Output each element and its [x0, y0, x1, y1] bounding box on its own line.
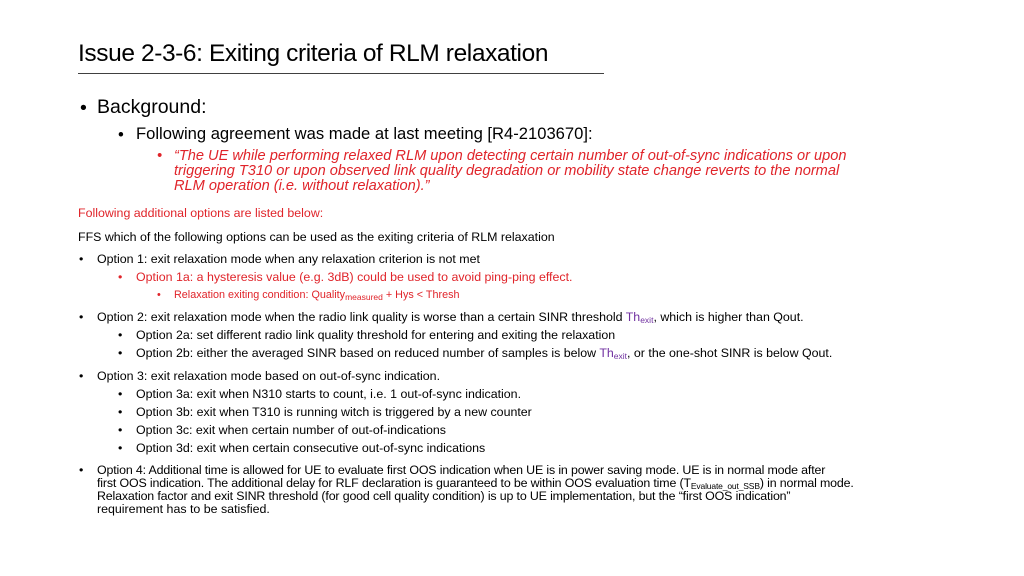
option2b-text [136, 346, 832, 361]
option2-text [97, 310, 804, 325]
quote-line-2: triggering T310 or upon observed link quality degradation or mobility state change reverts to the normal [174, 163, 840, 179]
threshold-symbol: Th [599, 346, 614, 360]
bullet-marker: • [157, 289, 161, 301]
slide-title: Issue 2-3-6: Exiting criteria of RLM relaxation [78, 40, 549, 67]
option4-line-3: Relaxation factor and exit SINR threshold (for good cell quality condition) is up to UE implementation, but the “first OOS indication” [97, 489, 791, 503]
option2-pre: Option 2: exit relaxation mode when the radio link quality is worse than a certain SINR threshold [97, 310, 626, 324]
bullet-marker: • [157, 148, 163, 164]
additional-options-text: Following additional options are listed below: [78, 206, 324, 220]
threshold-symbol: Th [625, 310, 641, 324]
bullet-marker: • [118, 346, 123, 360]
condition-pre: Relaxation exiting condition: Quality [174, 289, 346, 301]
option3-text: Option 3: exit relaxation mode based on out-of-sync indication. [97, 369, 441, 383]
agreement-text: Following agreement was made at last meeting [R4-2103670]: [136, 124, 593, 143]
ffs-text: FFS which of the following options can be used as the exiting criteria of RLM relaxation [78, 230, 555, 244]
threshold-subscript: exit [613, 351, 628, 361]
bullet-marker: • [118, 328, 123, 342]
option3c-text: Option 3c: exit when certain number of out-of-indications [136, 423, 446, 437]
bullet-marker: • [118, 423, 123, 437]
bullet-marker: • [79, 369, 84, 383]
quote-line-1: “The UE while performing relaxed RLM upon detecting certain number of out-of-sync indications or upon [174, 148, 847, 164]
bullet-marker: • [118, 270, 123, 284]
option3b-text: Option 3b: exit when T310 is running witch is triggered by a new counter [136, 405, 532, 419]
relaxation-exit-condition [174, 289, 460, 302]
option4-line2-post: ) in normal mode. [759, 476, 854, 490]
option1-text: Option 1: exit relaxation mode when any relaxation criterion is not met [97, 252, 480, 266]
option3d-text: Option 3d: exit when certain consecutive out-of-sync indications [136, 441, 486, 455]
option2a-text: Option 2a: set different radio link quality threshold for entering and exiting the relaxation [136, 328, 616, 342]
option3a-text: Option 3a: exit when N310 starts to count, i.e. 1 out-of-sync indication. [136, 387, 522, 401]
option2b-pre: Option 2b: either the averaged SINR based on reduced number of samples is below [136, 346, 600, 360]
condition-subscript: measured [345, 292, 383, 302]
threshold-subscript: exit [640, 315, 654, 325]
bullet-marker: • [79, 252, 84, 266]
title-underline [78, 73, 604, 74]
option1a-text: Option 1a: a hysteresis value (e.g. 3dB) could be used to avoid ping-ping effect. [136, 270, 573, 284]
bullet-marker: • [79, 463, 84, 477]
quote-line-3: RLM operation (i.e. without relaxation).” [174, 178, 430, 194]
option4-line-1: Option 4: Additional time is allowed for UE to evaluate first OOS indication when UE is in power saving mode. UE is in normal mode after [97, 463, 826, 477]
bullet-marker: • [118, 387, 123, 401]
option2-post: , which is higher than Qout. [653, 310, 804, 324]
option4-line-4: requirement has to be satisfied. [97, 502, 270, 516]
bullet-marker: • [79, 310, 84, 324]
bullet-marker: • [118, 441, 123, 455]
background-heading: Background: [97, 96, 207, 118]
bullet-marker: • [80, 97, 87, 119]
option4-line2-pre: first OOS indication. The additional delay for RLF declaration is guaranteed to be within OOS evaluation time (T [97, 476, 691, 490]
bullet-marker: • [118, 405, 123, 419]
evaluation-time-subscript: Evaluate_out_SSB [690, 481, 760, 491]
bullet-marker: • [118, 125, 124, 144]
option2b-post: , or the one-shot SINR is below Qout. [627, 346, 833, 360]
condition-post: + Hys < Thresh [382, 289, 460, 301]
